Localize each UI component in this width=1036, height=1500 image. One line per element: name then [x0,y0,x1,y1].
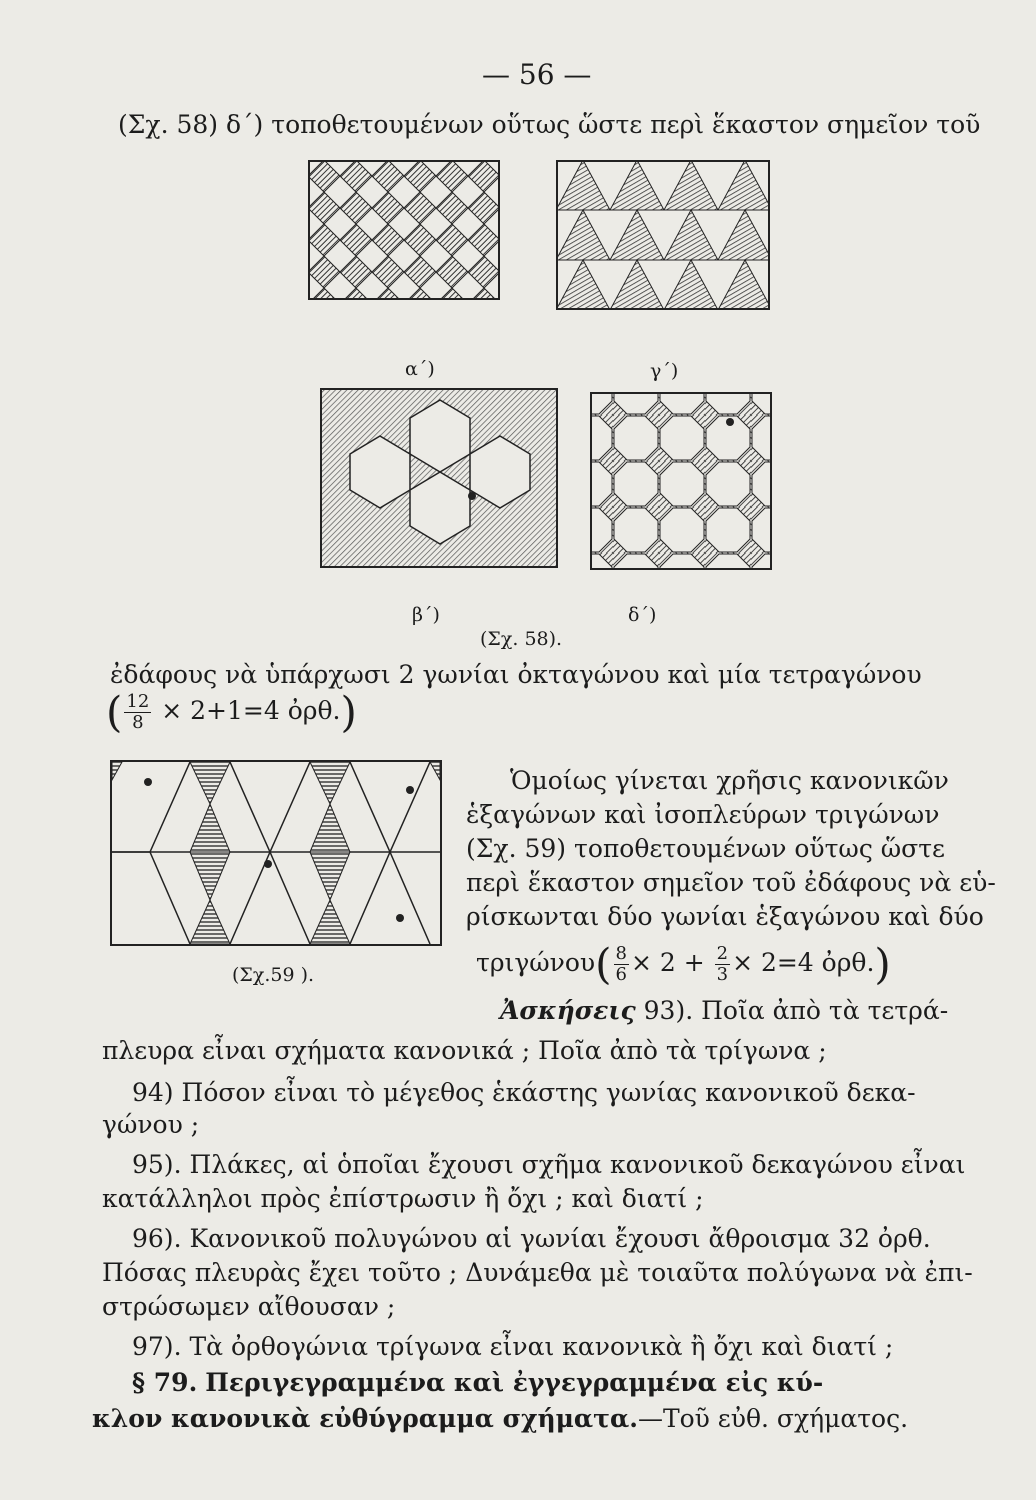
caption-d: δ΄) [628,604,657,626]
text-body-4: 95). Πλάκες, αἱ ὁποῖαι ἔχουσι σχῆμα κανονικοῦ δεκαγώνου εἶναι [132,1150,966,1179]
caption-fig59: (Σχ.59 ). [232,964,315,986]
text-body-3: γώνου ; [102,1110,200,1139]
caption-a: α΄) [405,358,435,380]
figure-58d [590,392,772,570]
section-number: § 79. [132,1368,198,1397]
caption-b: β΄) [412,604,440,626]
figure-59 [110,760,442,946]
formula-right-6: τριγώνου( $\frac{8}{6}$ × 2 + $\frac{2}{3}$ × 2=4 ὀρθ.) [476,939,891,989]
text-body-1: πλευρα εἶναι σχήματα κανονικά ; Ποῖα ἀπὸ τὰ τρίγωνα ; [102,1036,827,1065]
fraction-8-6: $\frac{8}{6}$ [615,943,627,985]
text-right-4: περὶ ἕκαστον σημεῖον τοῦ ἐδάφους νὰ εὑ- [466,868,996,897]
text-line-2: ἐδάφους νὰ ὑπάρχωσι 2 γωνίαι ὀκταγώνου καὶ μία τετραγώνου [110,660,922,689]
caption-fig58: (Σχ. 58). [480,628,563,650]
text-body-5: κατάλληλοι πρὸς ἐπίστρωσιν ἢ ὄχι ; καὶ διατί ; [102,1184,704,1213]
caption-c: γ΄) [650,360,679,382]
text-right-5: ρίσκωνται δύο γωνίαι ἑξαγώνου καὶ δύο [466,902,984,931]
text-body-2: 94) Πόσον εἶναι τὸ μέγεθος ἑκάστης γωνίας κανονικοῦ δεκα- [132,1078,916,1107]
figure-58b [320,388,558,568]
page-number: — 56 — [482,58,592,91]
text-body-9: 97). Τὰ ὀρθογώνια τρίγωνα εἶναι κανονικὰ ἢ ὄχι καὶ διατί ; [132,1332,894,1361]
exercises-label: Ἀσκήσεις [500,996,636,1025]
figure-58a [308,160,500,300]
text-body-8: στρώσωμεν αἴθουσαν ; [102,1292,396,1321]
text-line-1: (Σχ. 58) δ΄) τοποθετουμένων οὕτως ὥστε περὶ ἕκαστον σημεῖον τοῦ [118,110,981,139]
text-right-1: Ὁμοίως γίνεται χρῆσις κανονικῶν [510,766,949,795]
text-body-6: 96). Κανονικοῦ πολυγώνου αἱ γωνίαι ἔχουσι ἄθροισμα 32 ὀρθ. [132,1224,931,1253]
formula-rest: × 2+1=4 ὀρθ. [161,696,341,725]
section-title: Περιγεγραμμένα καὶ ἐγγεγραμμένα εἰς κύ- [205,1368,824,1397]
section-heading-79 [132,1368,823,1398]
text-body-7: Πόσας πλευρὰς ἔχει τοῦτο ; Δυνάμεθα μὲ τοιαῦτα πολύγωνα νὰ ἐπι- [102,1258,973,1287]
fraction-12-8: $\frac{12}{8}$ [126,691,150,733]
formula-line-3: ( $\frac{12}{8}$ × 2+1=4 ὀρθ.) [106,687,357,737]
fraction-2-3: $\frac{2}{3}$ [716,943,729,985]
figure-58c [556,160,770,310]
text-body-11: κλον κανονικὰ εὐθύγραμμα σχήματα.—Τοῦ εὐθ. σχήματος. [92,1404,909,1433]
text-right-2: ἑξαγώνων καὶ ἰσοπλεύρων τριγώνων [466,800,940,829]
text-right-3: (Σχ. 59) τοποθετουμένων οὕτως ὥστε [466,834,946,863]
text-right-7: Ἀσκήσεις 93). Ποῖα ἀπὸ τὰ τετρά- [500,996,949,1025]
